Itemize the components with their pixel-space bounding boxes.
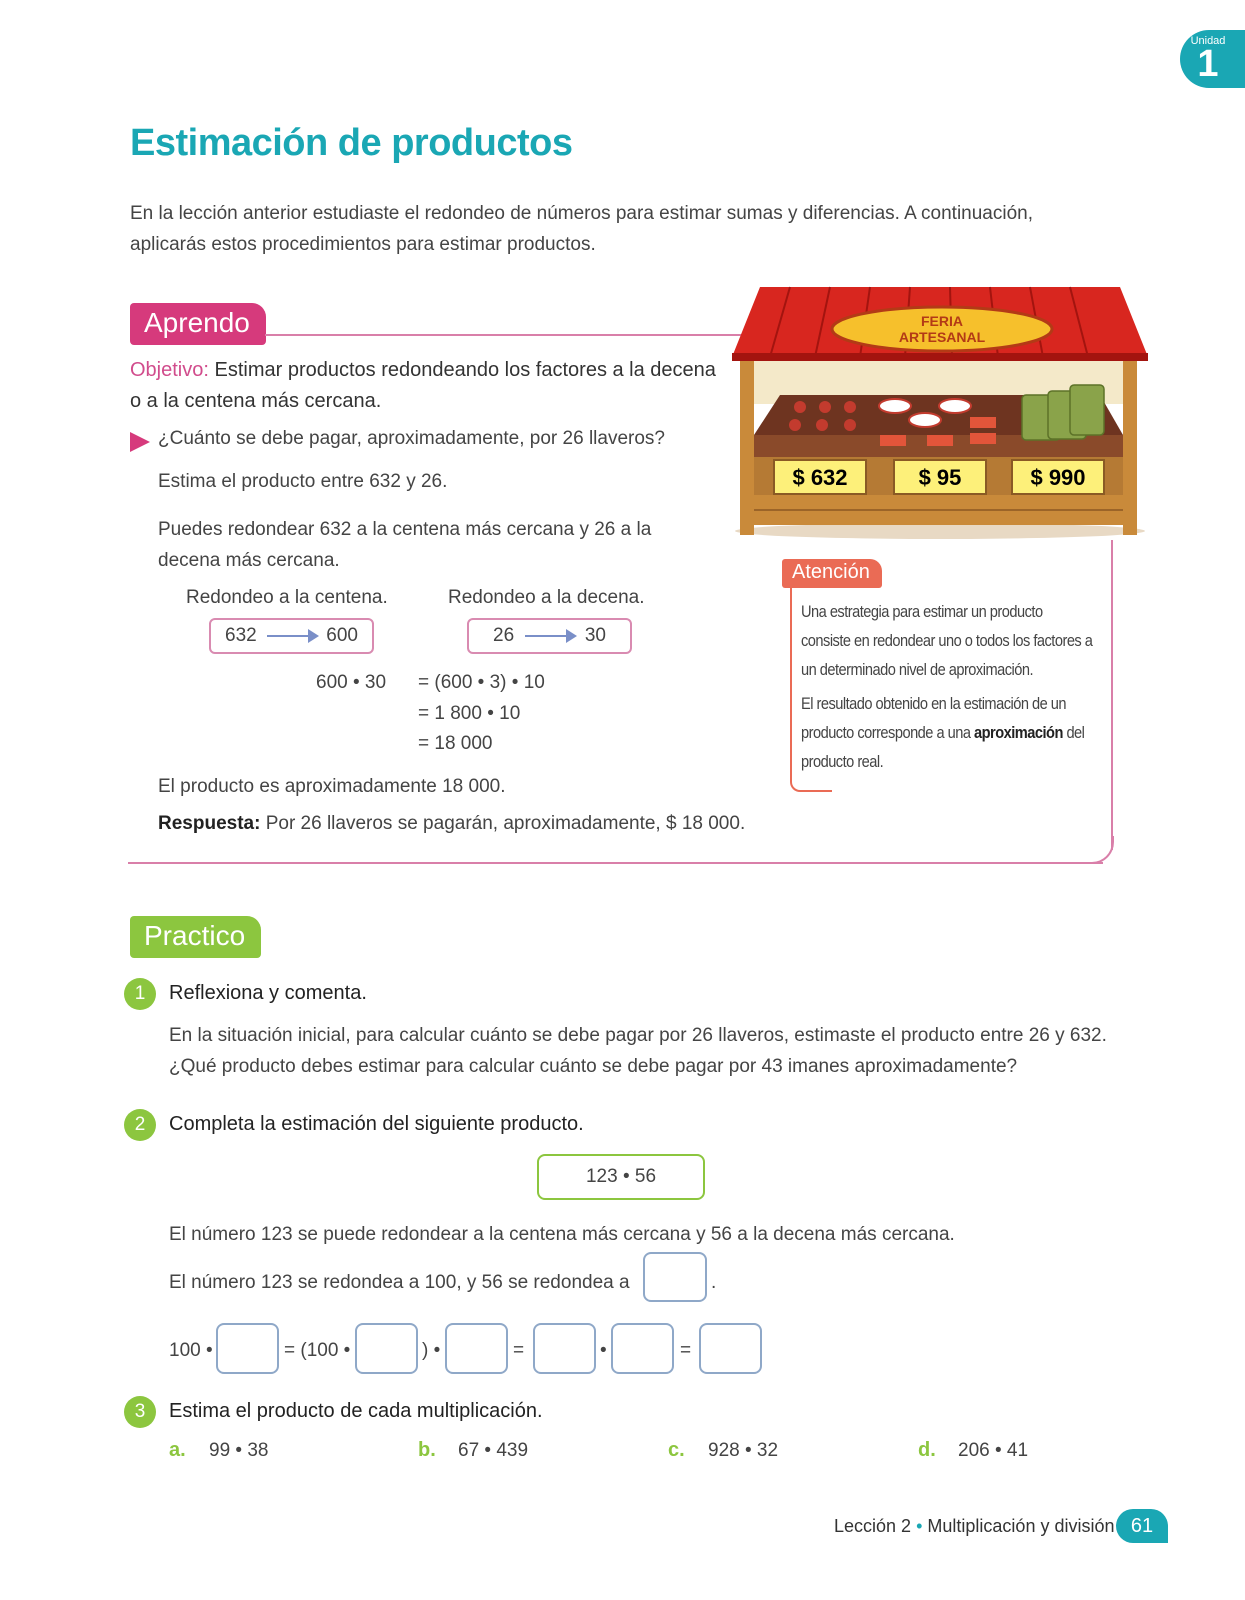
atencion-tag: Atención: [782, 559, 882, 588]
aprendo-frame-bottom: [128, 862, 1103, 864]
estimate-text: Estima el producto entre 632 y 26.: [158, 471, 448, 492]
footer-separator: •: [916, 1516, 923, 1536]
option-a-letter: a.: [169, 1439, 186, 1461]
price-2: $ 95: [918, 465, 962, 490]
q2-text-1: El número 123 se puede redondear a la centena más cercana y 56 a la decena más cercana.: [169, 1224, 955, 1245]
round-ten-from: 26: [493, 625, 515, 646]
option-c-value: 928 • 32: [708, 1440, 779, 1461]
atencion-p2-bold: aproximación: [974, 723, 1063, 742]
option-d-value: 206 • 41: [958, 1440, 1029, 1461]
answer-blank-rounded[interactable]: [643, 1252, 707, 1302]
equation-blank-6[interactable]: [699, 1323, 762, 1374]
footer: [834, 1516, 1114, 1537]
aprendo-tag: Aprendo: [130, 303, 266, 345]
calc-line-1: = (600 • 3) • 10: [418, 672, 545, 693]
unit-label: Unidad: [1190, 35, 1226, 47]
unit-tab: [1180, 30, 1245, 88]
objective-text: Estimar productos redondeando los factores a la decena o a la centena más cercana.: [130, 359, 716, 412]
price-3: $ 990: [1030, 465, 1086, 490]
option-b-value: 67 • 439: [458, 1440, 529, 1461]
arrow-right-icon: [525, 635, 575, 637]
calc-line-3: = 18 000: [418, 733, 493, 754]
result-text: El producto es aproximadamente 18 000.: [158, 776, 506, 797]
atencion-p2-after: del producto real.: [801, 723, 1085, 771]
aprendo-frame-right: [1111, 540, 1113, 850]
round-ten-title: Redondeo a la decena.: [448, 587, 645, 608]
atencion-p1: Una estrategia para estimar un producto consiste en redondear uno o todos los factores a un determinado nivel de aproximación.: [801, 602, 1093, 679]
round-hundred-from: 632: [225, 625, 257, 646]
option-c-letter: c.: [668, 1439, 685, 1461]
round-ten-box: [467, 618, 632, 654]
product-box: 123 • 56: [537, 1154, 705, 1200]
answer: [158, 813, 745, 835]
q3-title: Estima el producto de cada multiplicación.: [169, 1400, 543, 1422]
option-d-letter: d.: [918, 1439, 936, 1461]
page-title: Estimación de productos: [130, 122, 573, 164]
calc-line-2: = 1 800 • 10: [418, 703, 521, 724]
objective-label: Objetivo:: [130, 359, 209, 381]
price-1: $ 632: [792, 465, 848, 490]
page-number: 61: [1116, 1509, 1168, 1543]
calc-lhs: 600 • 30: [316, 672, 387, 693]
stall-shadow: [735, 523, 1145, 539]
q2-title: Completa la estimación del siguiente producto.: [169, 1113, 584, 1135]
footer-lesson: Lección 2: [834, 1516, 912, 1536]
question-number-1: 1: [124, 978, 156, 1010]
round-hundred-to: 600: [326, 625, 358, 646]
aprendo-divider: [265, 334, 755, 336]
q1-text: En la situación inicial, para calcular cuánto se debe pagar por 26 llaveros, estimaste el producto entre 26 y 632. ¿Qué producto debes estimar para calcular cuánto se debe pagar por 43 imanes aproximadamente?: [169, 1025, 1107, 1077]
question-text: ¿Cuánto se debe pagar, aproximadamente, por 26 llaveros?: [158, 428, 665, 449]
option-a-value: 99 • 38: [209, 1440, 269, 1461]
sign-line-1: FERIA: [921, 313, 963, 329]
equation-blank-4[interactable]: [533, 1323, 596, 1374]
intro-text: En la lección anterior estudiaste el redondeo de números para estimar sumas y diferencias. A continuación, aplicarás estos procedimientos para estimar productos.: [130, 203, 1034, 255]
market-stall-illustration: [730, 285, 1150, 540]
q1-title: Reflexiona y comenta.: [169, 982, 367, 1004]
round-hundred-title: Redondeo a la centena.: [186, 587, 388, 608]
equation-blank-5[interactable]: [611, 1323, 674, 1374]
question-number-3: 3: [124, 1396, 156, 1428]
stall-post-right: [1123, 355, 1137, 535]
q2-text-2-end: .: [711, 1272, 717, 1293]
arrow-right-icon: [267, 635, 317, 637]
eq-part-3: ) •: [422, 1340, 441, 1361]
atencion-p2: [801, 689, 1093, 776]
footer-topic: Multiplicación y división: [927, 1516, 1115, 1536]
equation-blank-3[interactable]: [445, 1323, 508, 1374]
atencion-p2-before: El resultado obtenido en la estimación de un producto corresponde a una: [801, 694, 1067, 742]
aprendo-frame-corner: [1086, 836, 1114, 864]
round-ten-to: 30: [584, 625, 606, 646]
stall-post-left: [740, 355, 754, 535]
eq-part-1: 100 •: [169, 1340, 213, 1361]
q2-text-2: El número 123 se redondea a 100, y 56 se redondea a: [169, 1272, 630, 1293]
question-number-2: 2: [124, 1109, 156, 1141]
eq-part-2: = (100 •: [284, 1340, 351, 1361]
round-text: Puedes redondear 632 a la centena más cercana y 26 a la decena más cercana.: [158, 519, 652, 571]
option-b-letter: b.: [418, 1439, 436, 1461]
eq-part-4: =: [513, 1340, 525, 1361]
practico-tag: Practico: [130, 916, 261, 958]
eq-part-5: •: [600, 1340, 607, 1361]
round-hundred-box: [209, 618, 374, 654]
objective: [130, 355, 730, 417]
answer-text: Por 26 llaveros se pagarán, aproximadamente, $ 18 000.: [265, 813, 746, 834]
equation-blank-1[interactable]: [216, 1323, 279, 1374]
sign-line-2: ARTESANAL: [898, 329, 986, 345]
atencion-text: [801, 597, 1093, 776]
answer-label: Respuesta:: [158, 813, 261, 834]
equation-blank-2[interactable]: [355, 1323, 418, 1374]
eq-part-6: =: [680, 1340, 692, 1361]
play-icon: [130, 432, 150, 452]
unit-number: 1: [1197, 43, 1219, 85]
